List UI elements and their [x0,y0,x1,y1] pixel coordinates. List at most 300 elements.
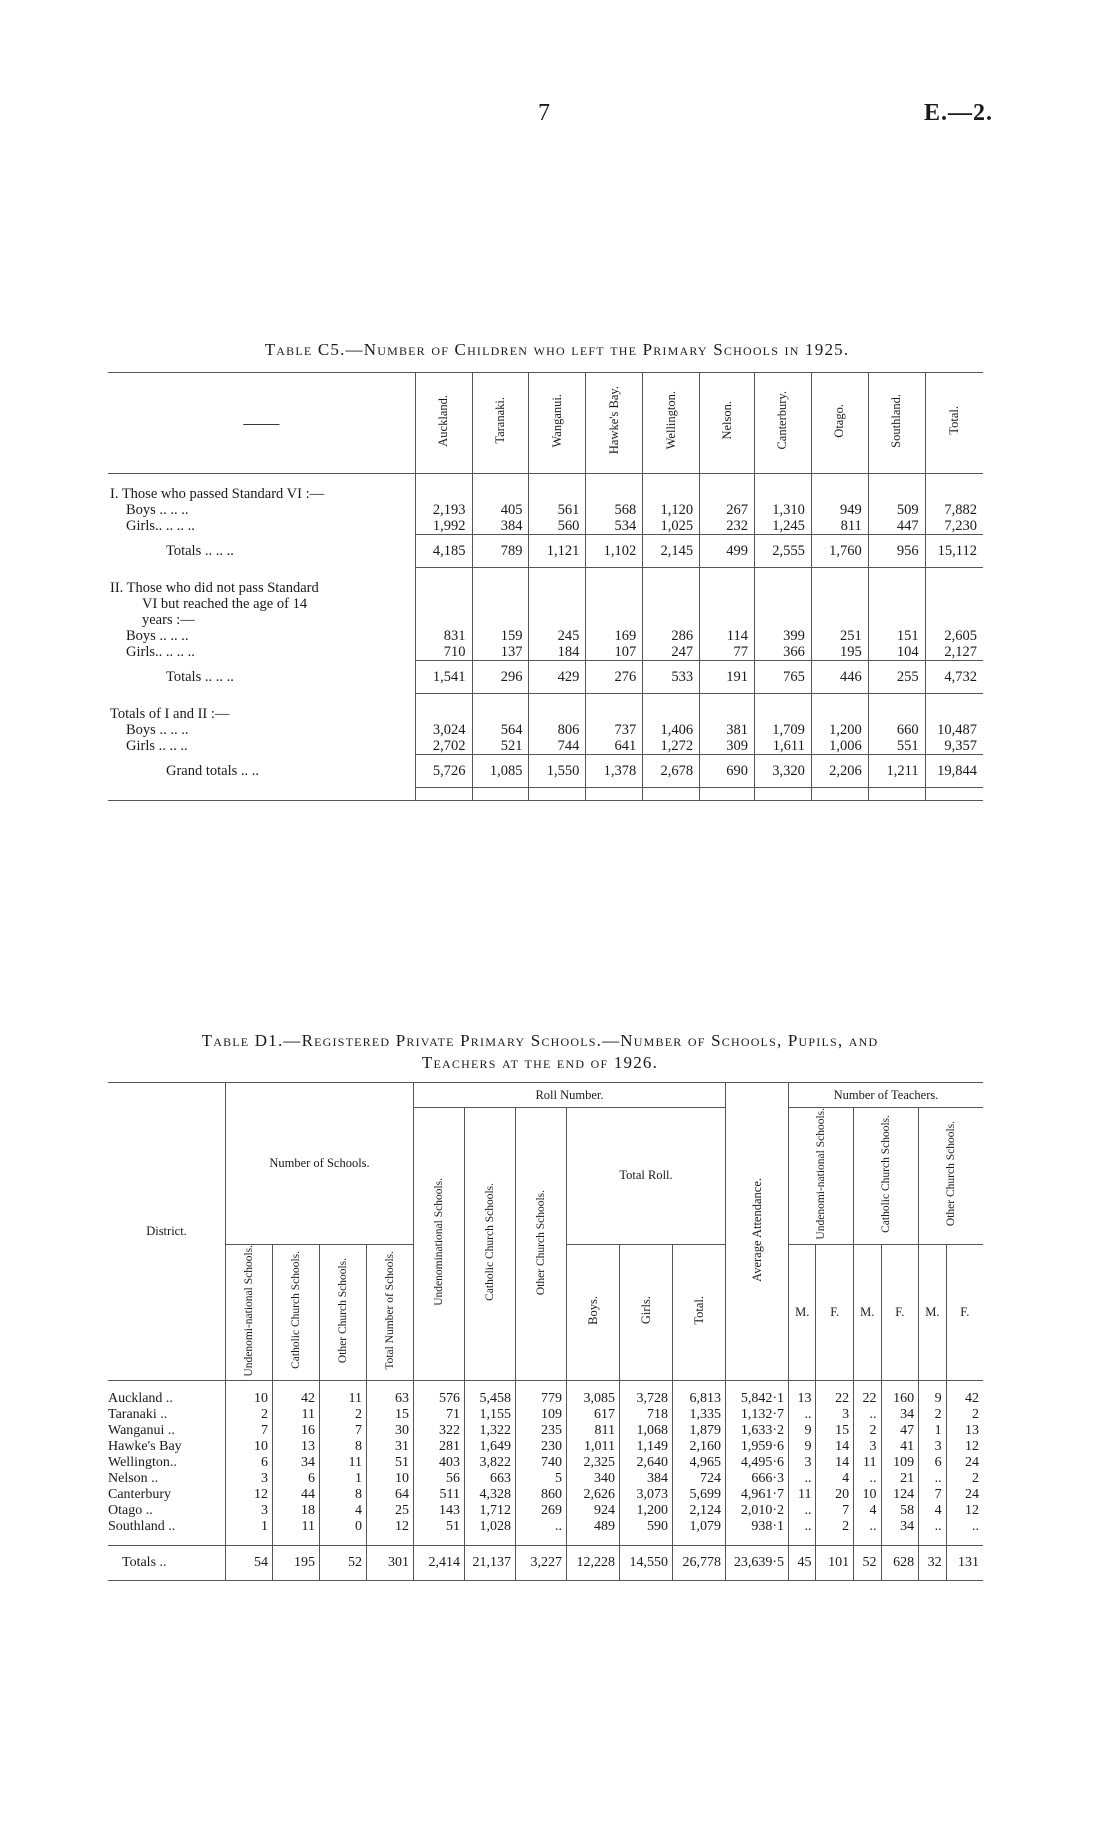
table-cell: 21,137 [465,1546,516,1581]
table-cell: 366 [754,644,811,661]
empty-cell [811,596,868,612]
row-label: Girls.. .. .. .. [126,644,195,661]
table-cell: 5,726 [415,755,472,788]
section-2-heading-cont [108,596,983,612]
table-cell: 11 [320,1381,367,1408]
table-cell: 4,495·6 [726,1455,789,1471]
empty-cell [643,706,700,722]
table-c5-header-row [108,373,983,474]
number-of-teachers-header: Number of Teachers. [789,1083,984,1108]
table-cell: 14,550 [620,1546,673,1581]
table-cell: 384 [620,1471,673,1487]
spacer-cell [643,694,700,707]
table-d1-title-line-2: Teachers at the end of 1926. [421,1053,659,1072]
table-cell: 169 [586,628,643,644]
table-row [108,1381,983,1408]
totals-label: Totals .. [108,1546,226,1581]
spacer-cell [108,694,415,707]
section-2-heading-cont [108,612,983,628]
table-cell: 384 [472,518,529,535]
table-cell: 561 [529,502,586,518]
empty-cell [529,706,586,722]
row-label: Boys .. .. .. [126,502,189,518]
section-heading: I. Those who passed Standard VI :— [110,486,325,502]
table-cell: 2 [816,1519,854,1546]
empty-cell [811,580,868,596]
f-header: F. [946,1244,983,1381]
table-cell: 1,025 [643,518,700,535]
table-cell: 2,640 [620,1455,673,1471]
table-cell: 12,228 [567,1546,620,1581]
table-cell: 1,245 [754,518,811,535]
table-cell: .. [789,1519,816,1546]
roll-undenominational-header: Undenominational Schools. [414,1108,465,1381]
table-row [108,1455,983,1471]
table-row [108,1439,983,1455]
total-header: Total. [673,1244,726,1381]
table-cell: 564 [472,722,529,738]
table-cell: 447 [868,518,925,535]
table-cell: 860 [516,1487,567,1503]
table-d1-title [120,1030,960,1074]
table-cell: 1,879 [673,1423,726,1439]
table-cell: 2,325 [567,1455,620,1471]
table-cell: 1,102 [586,535,643,568]
table-cell: 9,357 [925,738,983,755]
f-header: F. [881,1244,919,1381]
table-cell: 8 [320,1439,367,1455]
girls-row [108,644,983,661]
table-cell: 7 [320,1423,367,1439]
column-header: Total. [925,373,983,474]
table-cell: 1,006 [811,738,868,755]
table-cell: 247 [643,644,700,661]
table-cell: 806 [529,722,586,738]
table-cell: 2,160 [673,1439,726,1455]
table-cell: 1 [320,1471,367,1487]
table-cell: 1,079 [673,1519,726,1546]
empty-cell [586,596,643,612]
district-cell: Hawke's Bay [108,1439,182,1455]
table-cell: 789 [472,535,529,568]
spacer-cell [925,694,983,707]
table-cell: 322 [414,1423,465,1439]
empty-cell [700,580,755,596]
table-cell: 617 [567,1407,620,1423]
table-cell: .. [919,1519,946,1546]
table-cell: 568 [586,502,643,518]
table-cell: .. [516,1519,567,1546]
table-cell: 15 [367,1407,414,1423]
table-cell: 11 [273,1519,320,1546]
total-roll-header: Total Roll. [567,1108,726,1245]
table-cell: 42 [273,1381,320,1408]
empty-cell [811,486,868,502]
spacer-cell [868,788,925,801]
spacer-cell [108,474,415,487]
row-label: Totals .. .. .. [166,543,234,559]
table-row [108,1487,983,1503]
table-cell: 2,124 [673,1503,726,1519]
table-cell: 740 [516,1455,567,1471]
table-cell: 4,185 [415,535,472,568]
f-header: F. [816,1244,854,1381]
empty-cell [472,596,529,612]
spacer-cell [586,694,643,707]
table-cell: 446 [811,661,868,694]
column-header: Canterbury. [754,373,811,474]
empty-cell [868,706,925,722]
number-of-schools-header: Number of Schools. [226,1083,414,1245]
table-cell: 949 [811,502,868,518]
empty-cell [643,486,700,502]
table-cell: 3,320 [754,755,811,788]
table-cell: 551 [868,738,925,755]
empty-cell [415,612,472,628]
table-cell: 3 [789,1455,816,1471]
teachers-catholic-header: Catholic Church Schools. [854,1108,919,1245]
table-cell: 159 [472,628,529,644]
empty-cell [529,612,586,628]
table-cell: 1,200 [620,1503,673,1519]
section-heading: II. Those who did not pass Standard [110,580,319,596]
table-cell: 12 [226,1487,273,1503]
table-cell: 12 [946,1503,983,1519]
table-cell: 666·3 [726,1471,789,1487]
table-cell: 718 [620,1407,673,1423]
table-cell: 4,965 [673,1455,726,1471]
totals-row [108,1546,983,1581]
district-cell: Otago .. [108,1503,153,1519]
empty-cell [415,580,472,596]
spacer-cell [700,788,755,801]
table-cell: 34 [881,1407,919,1423]
table-cell: 534 [586,518,643,535]
row-label: Girls .. .. .. [126,738,188,755]
table-cell: 429 [529,661,586,694]
row-label: Girls.. .. .. .. [126,518,195,535]
spacer-cell [472,788,529,801]
empty-cell [586,706,643,722]
column-header: Hawke's Bay. [586,373,643,474]
totals-row [108,535,983,568]
table-cell: 2,702 [415,738,472,755]
table-cell: 663 [465,1471,516,1487]
empty-cell [925,596,983,612]
table-cell: 21 [881,1471,919,1487]
table-cell: .. [789,1503,816,1519]
empty-cell [868,612,925,628]
table-cell: 938·1 [726,1519,789,1546]
table-cell: 3,728 [620,1381,673,1408]
spacer-cell [472,568,529,581]
spacer-row [108,568,983,581]
girls-row [108,738,983,755]
table-cell: 12 [946,1439,983,1455]
table-cell: 509 [868,502,925,518]
spacer-cell [586,568,643,581]
table-row [108,1407,983,1423]
empty-cell [811,612,868,628]
table-cell: 22 [816,1381,854,1408]
empty-cell [700,612,755,628]
table-cell: 10 [367,1471,414,1487]
table-cell: 924 [567,1503,620,1519]
table-cell: 1,649 [465,1439,516,1455]
empty-cell [415,596,472,612]
column-header: Wanganui. [529,373,586,474]
spacer-cell [811,474,868,487]
empty-cell [472,580,529,596]
table-cell: 14 [816,1439,854,1455]
table-cell: 13 [789,1381,816,1408]
table-cell: 1,121 [529,535,586,568]
section-3-heading [108,706,983,722]
table-cell: 1,028 [465,1519,516,1546]
table-cell: 131 [946,1546,983,1581]
empty-cell [868,486,925,502]
district-cell: Wellington.. [108,1455,177,1471]
table-cell: 10 [226,1439,273,1455]
spacer-cell [700,694,755,707]
table-cell: 45 [789,1546,816,1581]
table-cell: 41 [881,1439,919,1455]
table-cell: 9 [789,1423,816,1439]
table-cell: 160 [881,1381,919,1408]
table-cell: 267 [700,502,755,518]
table-cell: 64 [367,1487,414,1503]
schools-total-header: Total Number of Schools. [367,1244,414,1381]
row-label: Boys .. .. .. [126,628,189,644]
roll-catholic-header: Catholic Church Schools. [465,1108,516,1381]
district-cell: Southland .. [108,1519,176,1535]
table-cell: 1,959·6 [726,1439,789,1455]
table-cell: 1,149 [620,1439,673,1455]
table-cell: 2,414 [414,1546,465,1581]
spacer-cell [925,474,983,487]
column-header: Southland. [868,373,925,474]
table-cell: 765 [754,661,811,694]
table-cell: 3 [226,1471,273,1487]
spacer-cell [529,568,586,581]
table-cell: 3,024 [415,722,472,738]
district-cell: Nelson .. [108,1471,159,1487]
district-header: District. [108,1083,226,1381]
table-cell: 1,155 [465,1407,516,1423]
m-header: M. [854,1244,881,1381]
boys-header: Boys. [567,1244,620,1381]
table-cell: 3 [226,1503,273,1519]
table-cell: 2 [320,1407,367,1423]
table-cell: 56 [414,1471,465,1487]
table-cell: 7 [816,1503,854,1519]
table-cell: 4 [919,1503,946,1519]
district-cell: Auckland .. [108,1391,173,1407]
table-cell: 1,633·2 [726,1423,789,1439]
girls-header: Girls. [620,1244,673,1381]
empty-cell [586,612,643,628]
grand-totals-row [108,755,983,788]
section-1-heading [108,486,983,502]
table-row [108,1423,983,1439]
table-cell: 11 [273,1407,320,1423]
table-cell: 2,010·2 [726,1503,789,1519]
table-cell: 6 [273,1471,320,1487]
empty-cell [529,486,586,502]
table-cell: 499 [700,535,755,568]
table-row [108,1471,983,1487]
table-cell: 42 [946,1381,983,1408]
table-cell: 47 [881,1423,919,1439]
table-cell: 403 [414,1455,465,1471]
table-cell: 114 [700,628,755,644]
spacer-cell [415,568,472,581]
table-cell: 744 [529,738,586,755]
spacer-row [108,788,983,801]
table-cell: 4,732 [925,661,983,694]
table-cell: 2 [946,1407,983,1423]
table-cell: 1,132·7 [726,1407,789,1423]
table-c5-title: Table C5.—Number of Children who left the Primary Schools in 1925. [264,340,850,359]
empty-cell [529,580,586,596]
table-cell: 3,085 [567,1381,620,1408]
page-number: 7 [538,100,550,126]
table-cell: 1,550 [529,755,586,788]
table-cell: 4 [816,1471,854,1487]
table-cell: 6 [919,1455,946,1471]
boys-row [108,628,983,644]
table-cell: 1,712 [465,1503,516,1519]
empty-cell [700,596,755,612]
spacer-cell [586,788,643,801]
table-cell: 521 [472,738,529,755]
table-cell: 32 [919,1546,946,1581]
table-cell: 1,992 [415,518,472,535]
table-cell: 44 [273,1487,320,1503]
empty-cell [754,596,811,612]
table-cell: 1,611 [754,738,811,755]
spacer-cell [754,694,811,707]
table-cell: 232 [700,518,755,535]
table-cell: 1,068 [620,1423,673,1439]
empty-cell [472,486,529,502]
table-cell: 2,206 [811,755,868,788]
empty-cell [472,612,529,628]
district-cell: Canterbury [108,1487,171,1503]
table-cell: 381 [700,722,755,738]
spacer-row [108,694,983,707]
spacer-cell [925,788,983,801]
column-header: Auckland. [415,373,472,474]
spacer-cell [108,788,415,801]
table-cell: 309 [700,738,755,755]
teachers-undenominational-header: Undenomi-national Schools. [789,1108,854,1245]
table-cell: .. [789,1407,816,1423]
spacer-cell [643,474,700,487]
spacer-cell [811,788,868,801]
table-cell: 26,778 [673,1546,726,1581]
table-cell: .. [854,1407,881,1423]
table-cell: 286 [643,628,700,644]
roll-number-header: Roll Number. [414,1083,726,1108]
spacer-cell [529,788,586,801]
spacer-cell [643,568,700,581]
table-cell: 269 [516,1503,567,1519]
table-cell: 1,760 [811,535,868,568]
table-cell: 13 [273,1439,320,1455]
empty-cell [754,706,811,722]
spacer-cell [925,568,983,581]
table-cell: 109 [516,1407,567,1423]
table-cell: 71 [414,1407,465,1423]
table-cell: 4,328 [465,1487,516,1503]
spacer-cell [472,474,529,487]
table-cell: .. [854,1519,881,1546]
spacer-cell [415,788,472,801]
table-cell: 11 [854,1455,881,1471]
table-cell: 7,882 [925,502,983,518]
table-cell: 1,211 [868,755,925,788]
spacer-cell [472,694,529,707]
table-cell: 255 [868,661,925,694]
table-cell: 63 [367,1381,414,1408]
table-cell: 191 [700,661,755,694]
average-attendance-header: Average Attendance. [726,1083,789,1381]
table-cell: 1,011 [567,1439,620,1455]
column-header: Otago. [811,373,868,474]
table-cell: 1,335 [673,1407,726,1423]
document-code: E.—2. [924,100,994,126]
column-header: Nelson. [700,373,755,474]
table-cell: 10,487 [925,722,983,738]
table-cell: 831 [415,628,472,644]
spacer-cell [868,694,925,707]
table-cell: 235 [516,1423,567,1439]
table-cell: 6,813 [673,1381,726,1408]
table-cell: 77 [700,644,755,661]
table-cell: 34 [273,1455,320,1471]
table-cell: 405 [472,502,529,518]
table-cell: 4 [854,1503,881,1519]
table-cell: 301 [367,1546,414,1581]
table-cell: 104 [868,644,925,661]
table-row [108,1519,983,1546]
table-cell: 1,085 [472,755,529,788]
empty-cell [586,580,643,596]
table-cell: 690 [700,755,755,788]
table-cell: 628 [881,1546,919,1581]
table-cell: 19,844 [925,755,983,788]
table-cell: 24 [946,1487,983,1503]
district-cell: Taranaki .. [108,1407,168,1423]
section-2-heading [108,580,983,596]
empty-cell [868,580,925,596]
table-cell: 5,458 [465,1381,516,1408]
table-cell: 15,112 [925,535,983,568]
table-cell: 151 [868,628,925,644]
table-cell: 11 [320,1455,367,1471]
empty-cell [754,612,811,628]
table-cell: 340 [567,1471,620,1487]
table-cell: 10 [854,1487,881,1503]
table-cell: .. [789,1471,816,1487]
table-cell: 560 [529,518,586,535]
empty-cell [925,706,983,722]
table-cell: 737 [586,722,643,738]
table-cell: 143 [414,1503,465,1519]
schools-other-church-header: Other Church Schools. [320,1244,367,1381]
schools-catholic-header: Catholic Church Schools. [273,1244,320,1381]
